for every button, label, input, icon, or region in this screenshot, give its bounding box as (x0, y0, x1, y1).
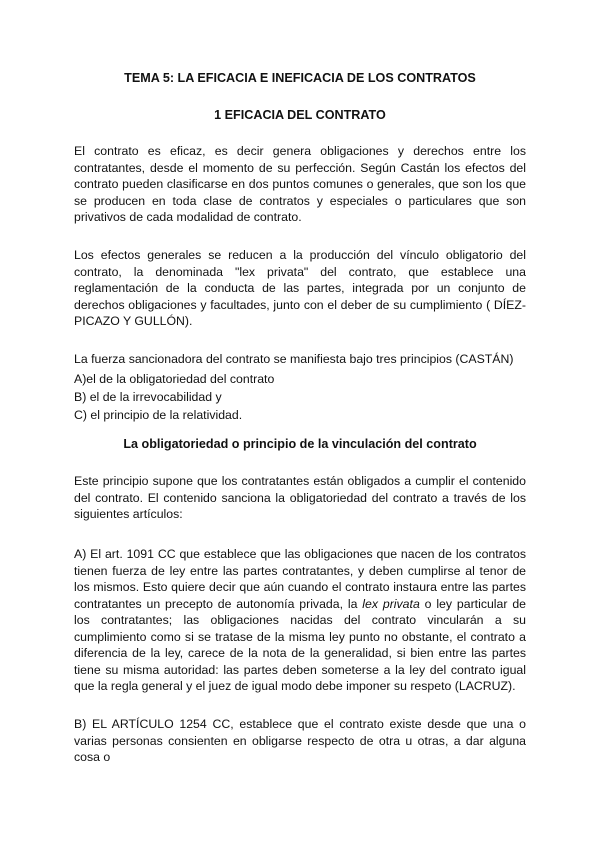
paragraph-eficacia: El contrato es eficaz, es decir genera obligaciones y derechos entre los contratantes, desde el momento de su perfección. Según Castán los efectos del contrato pueden clasificarse en dos puntos comunes o generales, que son los que se producen en toda clase de contratos y especiales o particulares que son privativos de cada modalidad de contrato. (74, 144, 526, 224)
document-title: TEMA 5: LA EFICACIA E INEFICACIA DE LOS CONTRATOS (124, 71, 476, 85)
principle-c: C) el principio de la relatividad. (74, 408, 243, 422)
art-1091-text-end: o ley particular de los contratantes; las obligaciones nacidas del contrato vincularán a su cumplimiento como si se tratase de la misma ley punto no obstante, el contrato a diferencia de la ley, carece de la nota de la generalidad, si bien entre las partes tiene su misma autoridad: las partes deben someterse a la ley del contrato igual que la regla general y el juez de igual modo debe imponer su respeto (LACRUZ). (74, 596, 527, 693)
principle-a: A)el de la obligatoriedad del contrato (74, 372, 275, 386)
principle-b: B) el de la irrevocabilidad y (74, 390, 222, 404)
paragraph-obligatoriedad: Este principio supone que los contratantes están obligados a cumplir el contenido del contrato. El contenido sanciona la obligatoriedad del contrato a través de los siguientes artículos: (74, 474, 526, 521)
section-heading-obligatoriedad: La obligatoriedad o principio de la vinculación del contrato (123, 437, 477, 451)
principles-intro: La fuerza sancionadora del contrato se manifiesta bajo tres principios (CASTÁN) (74, 352, 514, 366)
section-heading-eficacia: 1 EFICACIA DEL CONTRATO (214, 108, 386, 122)
paragraph-art-1091 (74, 546, 526, 695)
paragraph-art-1254: B) EL ARTÍCULO 1254 CC, establece que el contrato existe desde que una o varias personas consienten en obligarse respecto de otra u otras, a dar alguna cosa o (74, 717, 526, 764)
lex-privata-term: lex privata (362, 596, 420, 611)
art-1091-text-start: A) El art. 1091 CC que establece que las obligaciones que nacen de los contratos tienen fuerza de ley entre las partes contratantes, y deben cumplirse al tenor de los mismos. Esto quiere decir que aún cuando el contrato instaura entre las partes contratantes un precepto de autonomía privada, la (74, 547, 526, 611)
paragraph-efectos-generales: Los efectos generales se reducen a la producción del vínculo obligatorio del contrato, la denominada "lex privata" del contrato, que establece una reglamentación de la conducta de las partes, integrada por un conjunto de derechos obligaciones y facultades, junto con el deber de su cumplimiento ( DÍEZ-PICAZO Y GULLÓN). (74, 248, 526, 328)
